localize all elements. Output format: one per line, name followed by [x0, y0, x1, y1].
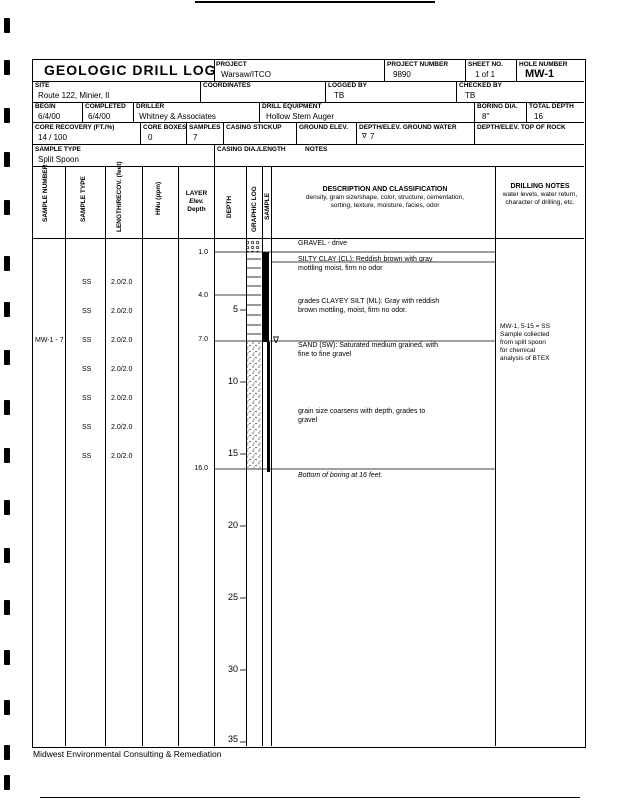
depth-scale-label: 5 [232, 304, 238, 314]
layer-depth-label: 16.0 [194, 465, 208, 472]
drilling-note: MW-1, 5-15 = SS Sample collected from split spoon for chemical analysis of BTEX [500, 323, 550, 362]
checked-by-value: TB [465, 91, 476, 100]
checked-by-label: CHECKED BY [459, 82, 502, 89]
begin-label: BEGIN [35, 103, 56, 110]
col-header-depth: DEPTH [226, 195, 233, 218]
drill-equipment-label: DRILL EQUIPMENT [262, 103, 322, 110]
project-number-label: PROJECT NUMBER [387, 61, 449, 68]
depth-scale-label: 20 [227, 520, 238, 530]
site-value: Route 122, Minier, Il [38, 91, 110, 100]
boring-dia-value: 8" [482, 112, 490, 121]
sample-type-cell: SS [82, 308, 92, 315]
hole-number-value: MW-1 [525, 68, 555, 80]
water-level-icon: ∇ [362, 133, 367, 140]
description-entry: grain size coarsens with depth, grades to gravel [298, 408, 426, 424]
casing-dia-label: CASING DIA./LENGTH [217, 146, 286, 153]
hole-number-label: HOLE NUMBER [519, 61, 568, 68]
depth-scale-label: 15 [227, 448, 238, 458]
col-header-graphic-log: GRAPHIC LOG [251, 186, 258, 232]
begin-value: 6/4/00 [38, 112, 61, 121]
bottom-of-boring-text: Bottom of boring at 16 feet. [298, 472, 383, 479]
completed-value: 6/4/00 [88, 112, 111, 121]
col-header-layer-label: LAYER [185, 190, 208, 197]
layer-depth-label: 7.0 [198, 336, 208, 343]
depth-ticks [240, 310, 246, 742]
page-title: GEOLOGIC DRILL LOG [44, 62, 217, 78]
col-header-sample-type: SAMPLE TYPE [80, 176, 87, 222]
sample-length-cell: 2.0/2.0 [111, 308, 133, 315]
driller-label: DRILLER [136, 103, 165, 110]
ground-elev-label: GROUND ELEV. [299, 124, 348, 131]
col-header-sample-number: SAMPLE NUMBER [42, 164, 49, 222]
sample-type-cell: SS [82, 279, 92, 286]
sample-type-label: SAMPLE TYPE [35, 146, 81, 153]
completed-label: COMPLETED [85, 103, 126, 110]
depth-elev-gw-value: 7 [370, 132, 375, 141]
description-entry: SILTY CLAY (CL): Reddish brown with gray mottling moist, firm no odor [298, 256, 433, 272]
sample-length-cell: 2.0/2.0 [111, 395, 133, 402]
sample-length-cell: 2.0/2.0 [111, 453, 133, 460]
sample-type-cell: SS [82, 453, 92, 460]
drill-equipment-value: Hollow Stem Auger [266, 112, 335, 121]
depth-elev-rock-label: DEPTH/ELEV. TOP OF ROCK [477, 124, 566, 131]
col-header-sample: SAMPLE [264, 192, 271, 220]
casing-stickup-label: CASING STICKUP [226, 124, 282, 131]
col-header-layer-depth: Depth [187, 206, 206, 213]
layer-depth-label: 1.0 [198, 249, 208, 256]
description-entry: grades CLAYEY SILT (ML): Gray with reddish brown mottling, moist, firm no odor. [298, 298, 440, 314]
col-header-hnu: HNu (ppm) [155, 181, 162, 215]
site-label: SITE [35, 82, 50, 89]
depth-scale-label: 30 [227, 664, 238, 674]
company-footer: Midwest Environmental Consulting & Remediation [33, 749, 222, 759]
sample-number-cell: MW-1 - 7 [35, 337, 64, 344]
layer-depth-label: 4.0 [198, 292, 208, 299]
logged-by-value: TB [334, 91, 345, 100]
driller-value: Whitney & Associates [139, 112, 216, 121]
col-header-length-recov: LENGTH/RECOV. (feet) [116, 161, 123, 232]
samples-label: SAMPLES [189, 124, 221, 131]
description-entry: SAND (SW): Saturated medium grained, with fine to fine gravel [298, 342, 439, 358]
sample-type-cell: SS [82, 337, 92, 344]
sand-pattern [247, 341, 261, 469]
coordinates-label: COORDINATES [203, 82, 251, 89]
depth-scale-label: 25 [227, 592, 238, 602]
gravel-pattern [247, 239, 261, 252]
core-boxes-label: CORE BOXES [143, 124, 187, 131]
notes-label: NOTES [305, 146, 328, 153]
depth-scale-label: 35 [227, 734, 238, 744]
project-number-value: 9890 [393, 70, 411, 79]
sample-length-cell: 2.0/2.0 [111, 424, 133, 431]
core-recovery-value: 14 / 100 [38, 133, 67, 142]
col-header-description-sub: density, grain size/shape, color, structure, cementation, sorting, texture, moisture, facies, odor [305, 194, 465, 209]
sample-length-cell: 2.0/2.0 [111, 337, 133, 344]
water-table-icon: ∇ [273, 336, 280, 346]
col-header-drilling-notes: DRILLING NOTES [510, 183, 570, 190]
core-recovery-label: CORE RECOVERY (FT./%) [35, 124, 115, 131]
total-depth-label: TOTAL DEPTH [529, 103, 574, 110]
project-label: PROJECT [216, 61, 247, 68]
core-boxes-value: 0 [148, 133, 153, 142]
sample-type-cell: SS [82, 424, 92, 431]
project-value: Warsaw/ITCO [221, 70, 271, 79]
samples-value: 7 [193, 133, 198, 142]
sample-type-value: Split Spoon [38, 155, 79, 164]
col-header-elev: Elev. [189, 198, 204, 205]
boring-dia-label: BORING DIA. [477, 103, 518, 110]
description-entry: GRAVEL - drive [298, 240, 348, 247]
sheet-no-label: SHEET NO. [468, 61, 504, 68]
col-header-drilling-notes-sub: water levels, water return, character of drilling, etc. [502, 191, 578, 206]
sample-length-cell: 2.0/2.0 [111, 279, 133, 286]
sample-interval-bars [262, 252, 270, 472]
logged-by-label: LOGGED BY [328, 82, 368, 89]
sample-length-cell: 2.0/2.0 [111, 366, 133, 373]
depth-elev-gw-label: DEPTH/ELEV. GROUND WATER [359, 124, 457, 131]
sample-type-cell: SS [82, 366, 92, 373]
total-depth-value: 16 [534, 112, 543, 121]
depth-scale-label: 10 [227, 376, 238, 386]
sample-type-cell: SS [82, 395, 92, 402]
sheet-no-value: 1 of 1 [475, 70, 496, 79]
col-header-description: DESCRIPTION AND CLASSIFICATION [322, 186, 448, 193]
